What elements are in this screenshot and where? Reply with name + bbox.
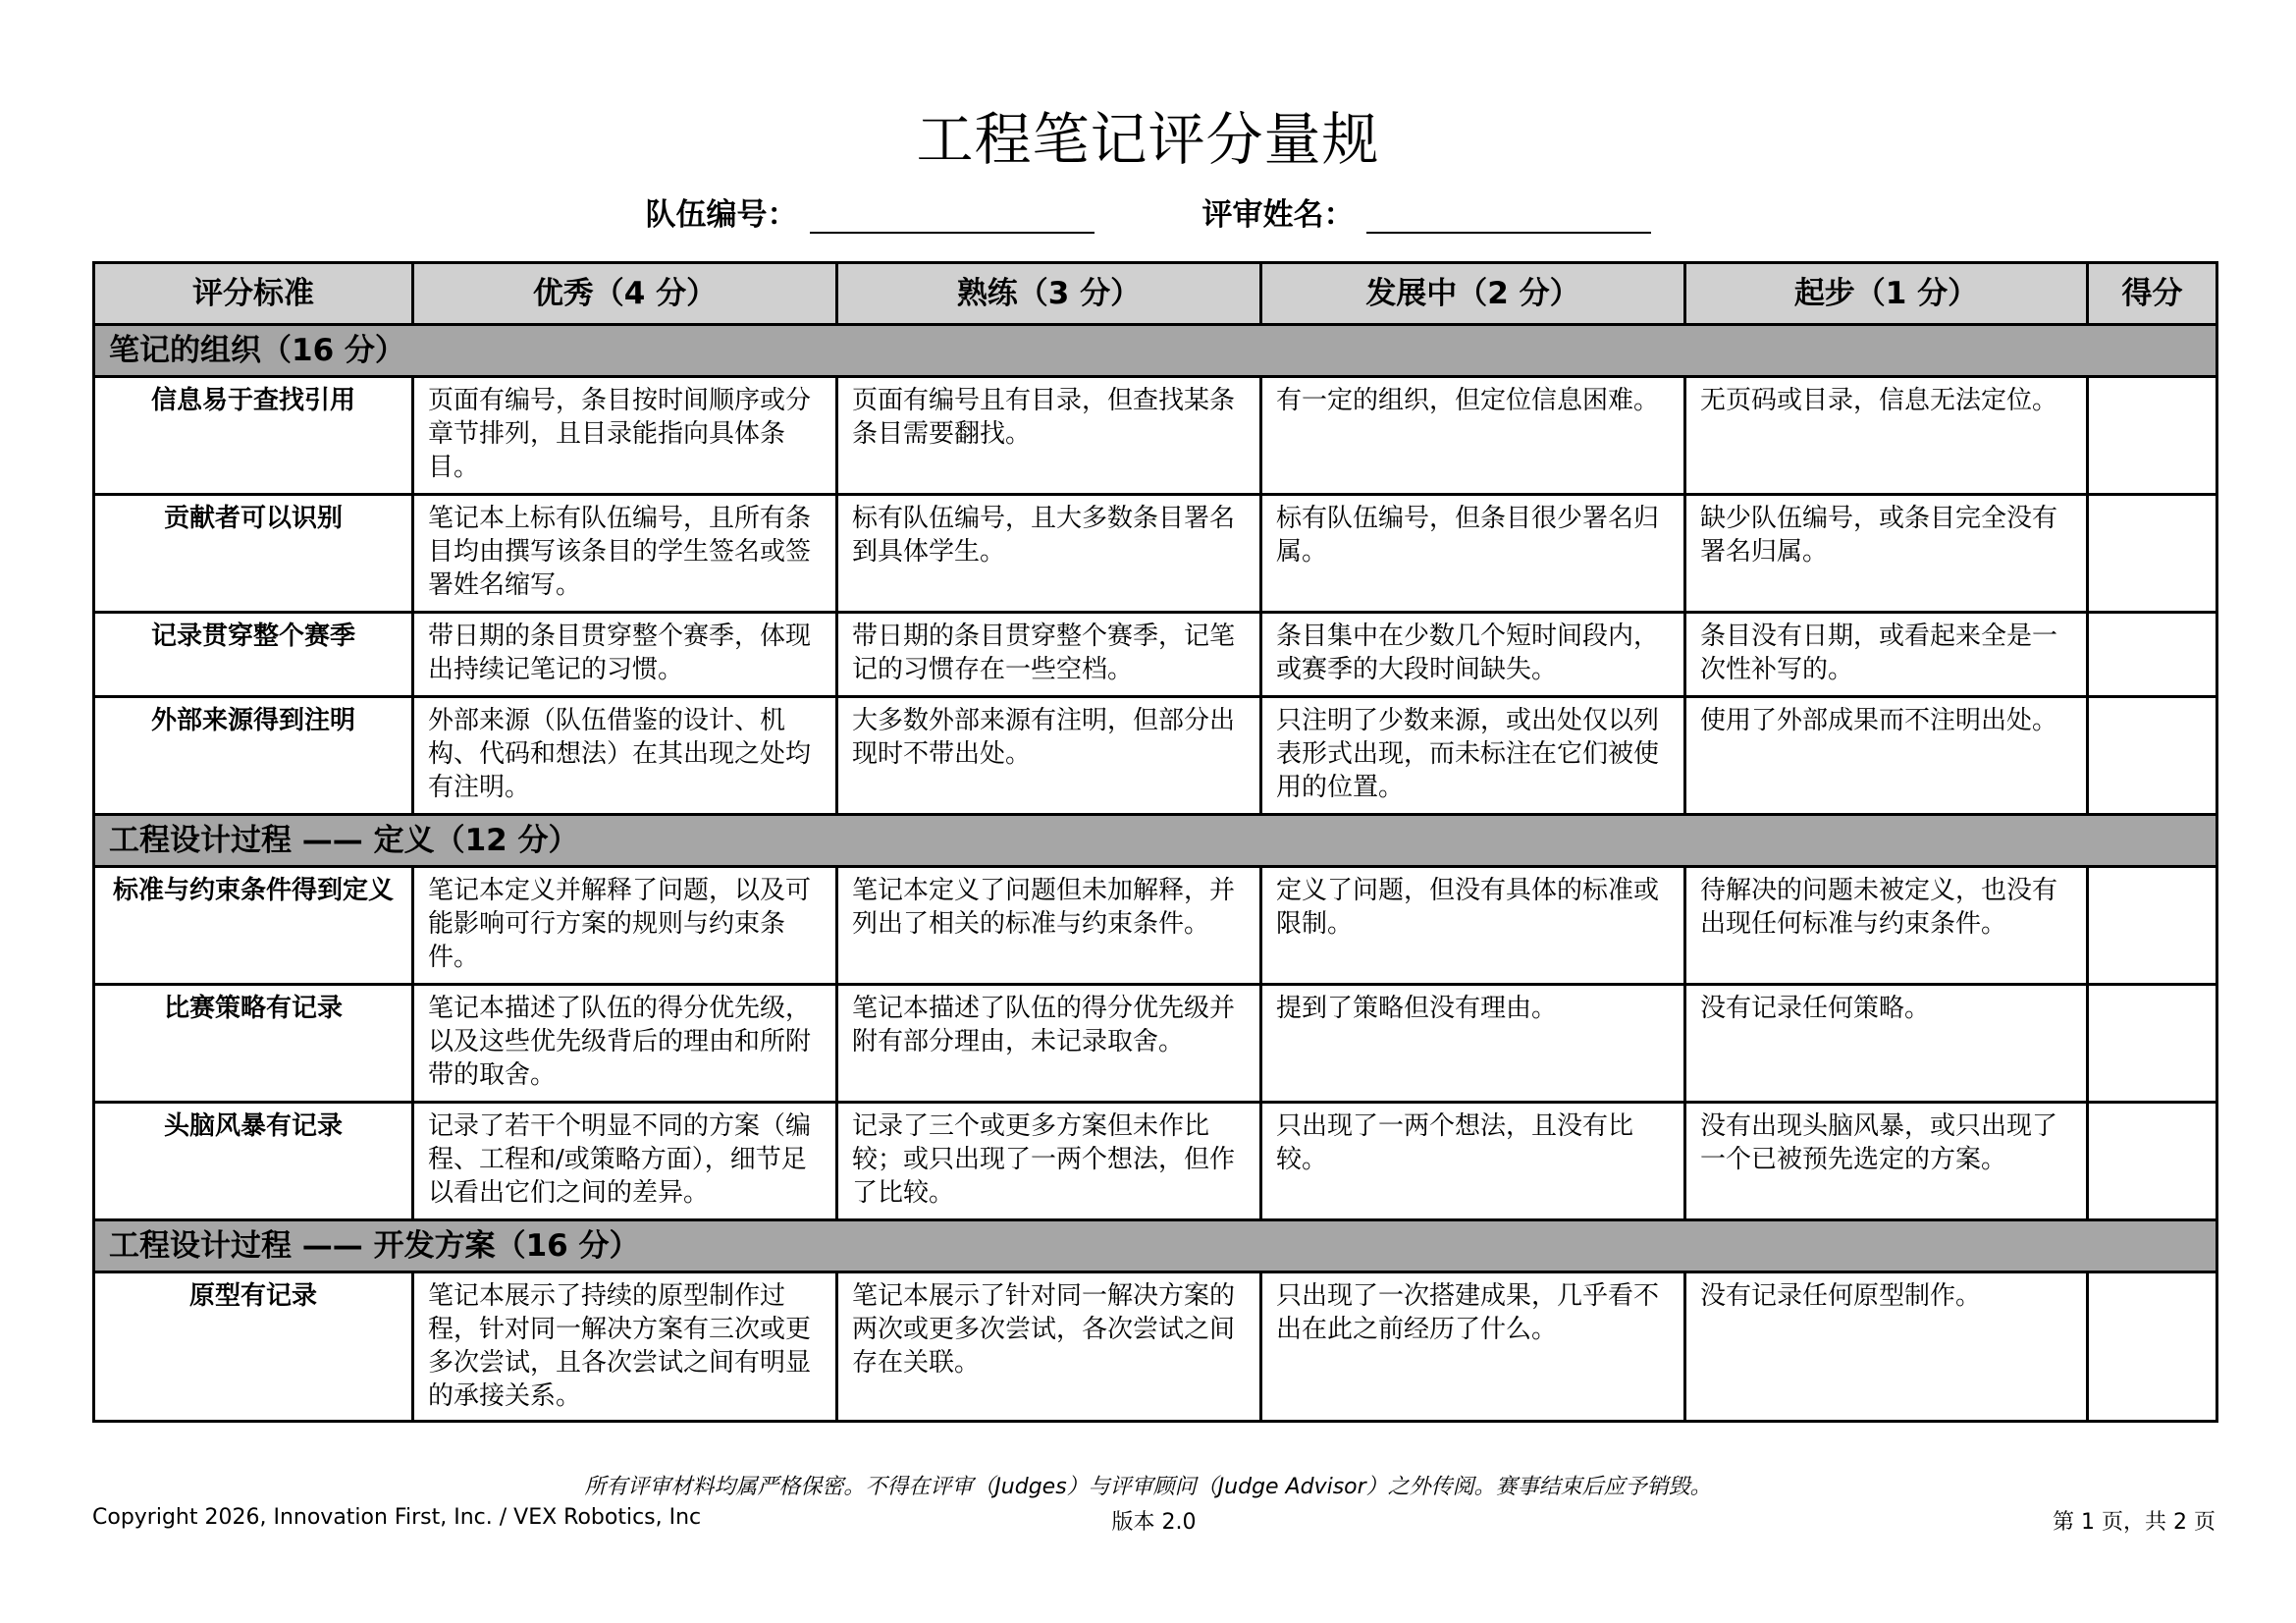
score-cell[interactable] [2088, 1103, 2217, 1220]
level-3-cell: 笔记本描述了队伍的得分优先级并附有部分理由，未记录取舍。 [837, 985, 1261, 1103]
level-2-cell: 有一定的组织，但定位信息困难。 [1261, 377, 1685, 495]
criterion-cell: 贡献者可以识别 [94, 495, 413, 613]
score-cell[interactable] [2088, 867, 2217, 985]
section-row [94, 325, 2217, 377]
score-cell[interactable] [2088, 495, 2217, 613]
judge-name-blank[interactable] [1366, 198, 1651, 234]
level-4-cell: 笔记本定义并解释了问题，以及可能影响可行方案的规则与约束条件。 [413, 867, 837, 985]
section-title: 笔记的组织（16 分） [94, 325, 2217, 377]
criterion-cell: 头脑风暴有记录 [94, 1103, 413, 1220]
level-2-cell: 只注明了少数来源，或出处仅以列表形式出现，而未标注在它们被使用的位置。 [1261, 697, 1685, 815]
level-3-cell: 记录了三个或更多方案但未作比较；或只出现了一两个想法，但作了比较。 [837, 1103, 1261, 1220]
header-proficient: 熟练（3 分） [837, 263, 1261, 325]
level-3-cell: 笔记本展示了针对同一解决方案的两次或更多次尝试，各次尝试之间存在关联。 [837, 1272, 1261, 1422]
level-2-cell: 定义了问题，但没有具体的标准或限制。 [1261, 867, 1685, 985]
header-criterion: 评分标准 [94, 263, 413, 325]
level-3-cell: 大多数外部来源有注明，但部分出现时不带出处。 [837, 697, 1261, 815]
level-4-cell: 笔记本展示了持续的原型制作过程，针对同一解决方案有三次或更多次尝试，且各次尝试之间有明显的承接关系。 [413, 1272, 837, 1422]
judge-name-field [1202, 189, 1651, 234]
table-row [94, 495, 2217, 613]
team-number-label: 队伍编号： [645, 197, 798, 233]
level-1-cell: 无页码或目录，信息无法定位。 [1685, 377, 2088, 495]
level-3-cell: 笔记本定义了问题但未加解释，并列出了相关的标准与约束条件。 [837, 867, 1261, 985]
level-4-cell: 带日期的条目贯穿整个赛季，体现出持续记笔记的习惯。 [413, 613, 837, 697]
header-score: 得分 [2088, 263, 2217, 325]
score-cell[interactable] [2088, 697, 2217, 815]
level-3-cell: 标有队伍编号，且大多数条目署名到具体学生。 [837, 495, 1261, 613]
table-row [94, 1103, 2217, 1220]
level-3-cell: 带日期的条目贯穿整个赛季，记笔记的习惯存在一些空档。 [837, 613, 1261, 697]
team-number-blank[interactable] [810, 198, 1095, 234]
header-fields [0, 189, 2296, 234]
level-1-cell: 没有记录任何策略。 [1685, 985, 2088, 1103]
criterion-cell: 原型有记录 [94, 1272, 413, 1422]
header-emerging: 起步（1 分） [1685, 263, 2088, 325]
header-excellent: 优秀（4 分） [413, 263, 837, 325]
level-4-cell: 页面有编号，条目按时间顺序或分章节排列，且目录能指向具体条目。 [413, 377, 837, 495]
team-number-field [646, 189, 1095, 234]
level-4-cell: 笔记本描述了队伍的得分优先级，以及这些优先级背后的理由和所附带的取舍。 [413, 985, 837, 1103]
page-footer [92, 1505, 2216, 1536]
level-4-cell: 记录了若干个明显不同的方案（编程、工程和/或策略方面），细节足以看出它们之间的差异。 [413, 1103, 837, 1220]
level-4-cell: 笔记本上标有队伍编号，且所有条目均由撰写该条目的学生签名或签署姓名缩写。 [413, 495, 837, 613]
section-title: 工程设计过程 —— 开发方案（16 分） [94, 1220, 2217, 1272]
level-1-cell: 没有出现头脑风暴，或只出现了一个已被预先选定的方案。 [1685, 1103, 2088, 1220]
criterion-cell: 信息易于查找引用 [94, 377, 413, 495]
level-1-cell: 没有记录任何原型制作。 [1685, 1272, 2088, 1422]
criterion-cell: 记录贯穿整个赛季 [94, 613, 413, 697]
score-cell[interactable] [2088, 985, 2217, 1103]
rubric-table [92, 261, 2218, 1423]
score-cell[interactable] [2088, 377, 2217, 495]
page-title: 工程笔记评分量规 [916, 106, 1380, 173]
criterion-cell: 比赛策略有记录 [94, 985, 413, 1103]
version-text: 版本 2.0 [1111, 1510, 1197, 1535]
header-row [94, 263, 2217, 325]
criterion-cell: 标准与约束条件得到定义 [94, 867, 413, 985]
table-row [94, 985, 2217, 1103]
level-2-cell: 标有队伍编号，但条目很少署名归属。 [1261, 495, 1685, 613]
level-2-cell: 条目集中在少数几个短时间段内，或赛季的大段时间缺失。 [1261, 613, 1685, 697]
judge-name-label: 评审姓名： [1201, 197, 1355, 233]
level-4-cell: 外部来源（队伍借鉴的设计、机构、代码和想法）在其出现之处均有注明。 [413, 697, 837, 815]
level-1-cell: 待解决的问题未被定义，也没有出现任何标准与约束条件。 [1685, 867, 2088, 985]
table-row [94, 697, 2217, 815]
score-cell[interactable] [2088, 613, 2217, 697]
table-row [94, 613, 2217, 697]
level-2-cell: 提到了策略但没有理由。 [1261, 985, 1685, 1103]
level-1-cell: 使用了外部成果而不注明出处。 [1685, 697, 2088, 815]
confidentiality-note: 所有评审材料均属严格保密。不得在评审（Judges）与评审顾问（Judge Advisor）之外传阅。赛事结束后应予销毁。 [584, 1475, 1712, 1499]
page-number: 第 1 页，共 2 页 [2053, 1510, 2216, 1535]
copyright-text: Copyright 2026, Innovation First, Inc. / VEX Robotics, Inc [92, 1505, 702, 1530]
section-row [94, 815, 2217, 867]
section-title: 工程设计过程 —— 定义（12 分） [94, 815, 2217, 867]
level-1-cell: 条目没有日期，或看起来全是一次性补写的。 [1685, 613, 2088, 697]
level-1-cell: 缺少队伍编号，或条目完全没有署名归属。 [1685, 495, 2088, 613]
section-row [94, 1220, 2217, 1272]
table-row [94, 1272, 2217, 1422]
level-3-cell: 页面有编号且有目录，但查找某条条目需要翻找。 [837, 377, 1261, 495]
level-2-cell: 只出现了一两个想法，且没有比较。 [1261, 1103, 1685, 1220]
criterion-cell: 外部来源得到注明 [94, 697, 413, 815]
score-cell[interactable] [2088, 1272, 2217, 1422]
table-row [94, 377, 2217, 495]
table-row [94, 867, 2217, 985]
level-2-cell: 只出现了一次搭建成果，几乎看不出在此之前经历了什么。 [1261, 1272, 1685, 1422]
header-developing: 发展中（2 分） [1261, 263, 1685, 325]
